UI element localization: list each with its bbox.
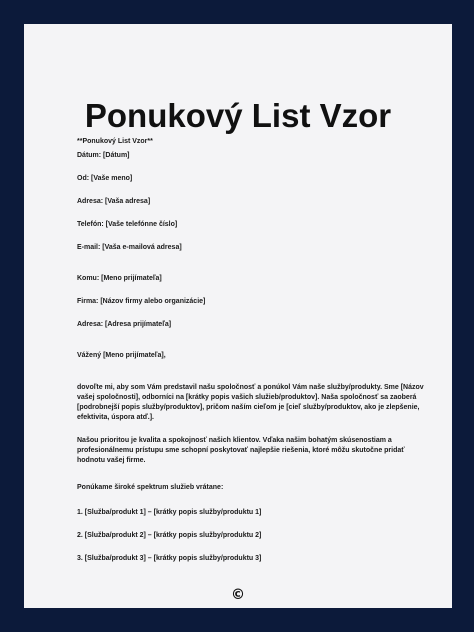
- document-title: Ponukový List Vzor: [84, 97, 392, 134]
- sender-phone-line: Telefón: [Vaše telefónne číslo]: [77, 221, 178, 228]
- sender-address-line: Adresa: [Vaša adresa]: [77, 198, 151, 205]
- document-page: [24, 24, 452, 608]
- date-line: Dátum: [Dátum]: [77, 152, 130, 159]
- sender-email-line: E-mail: [Vaša e-mailová adresa]: [77, 244, 182, 251]
- recipient-address-line: Adresa: [Adresa prijímateľa]: [77, 321, 172, 328]
- recipient-company-line: Firma: [Názov firmy alebo organizácie]: [77, 298, 206, 305]
- spec-line: **Ponukový List Vzor**: [77, 138, 153, 145]
- body-paragraph-intro: dovoľte mi, aby som Vám predstavil našu spoločnosť a ponúkol Vám naše služby/produkty. Sme [Názov vašej spoločnosti], odborníci na [krátky popis vašich služieb/produktov]. Naša spoločnosť sa zaoberá [podrobnejší popis služby/produktov], pričom naším cieľom je [cieľ služby/produktov, ako je zlepšenie, efektivita, úspora atď.].: [77, 384, 424, 421]
- copyright-icon: ©: [231, 587, 245, 603]
- body-paragraph-quality: Našou prioritou je kvalita a spokojnosť našich klientov. Vďaka našim bohatým skúsenostiam a profesionálnemu prístupu sme schopní poskytovať najlepšie riešenia, ktoré môžu skutočne pridať hodnotu vašej firme.: [77, 437, 405, 464]
- list-item: 2. [Služba/produkt 2] – [krátky popis služby/produktu 2]: [77, 532, 262, 539]
- greeting-line: Vážený [Meno prijímateľa],: [77, 352, 166, 359]
- recipient-name-line: Komu: [Meno prijímateľa]: [77, 275, 162, 282]
- list-item: 3. [Služba/produkt 3] – [krátky popis služby/produktu 3]: [77, 555, 262, 562]
- list-item: 1. [Služba/produkt 1] – [krátky popis služby/produktu 1]: [77, 509, 262, 516]
- sender-name-line: Od: [Vaše meno]: [77, 175, 133, 182]
- offer-intro-line: Ponúkame široké spektrum služieb vrátane:: [77, 484, 224, 491]
